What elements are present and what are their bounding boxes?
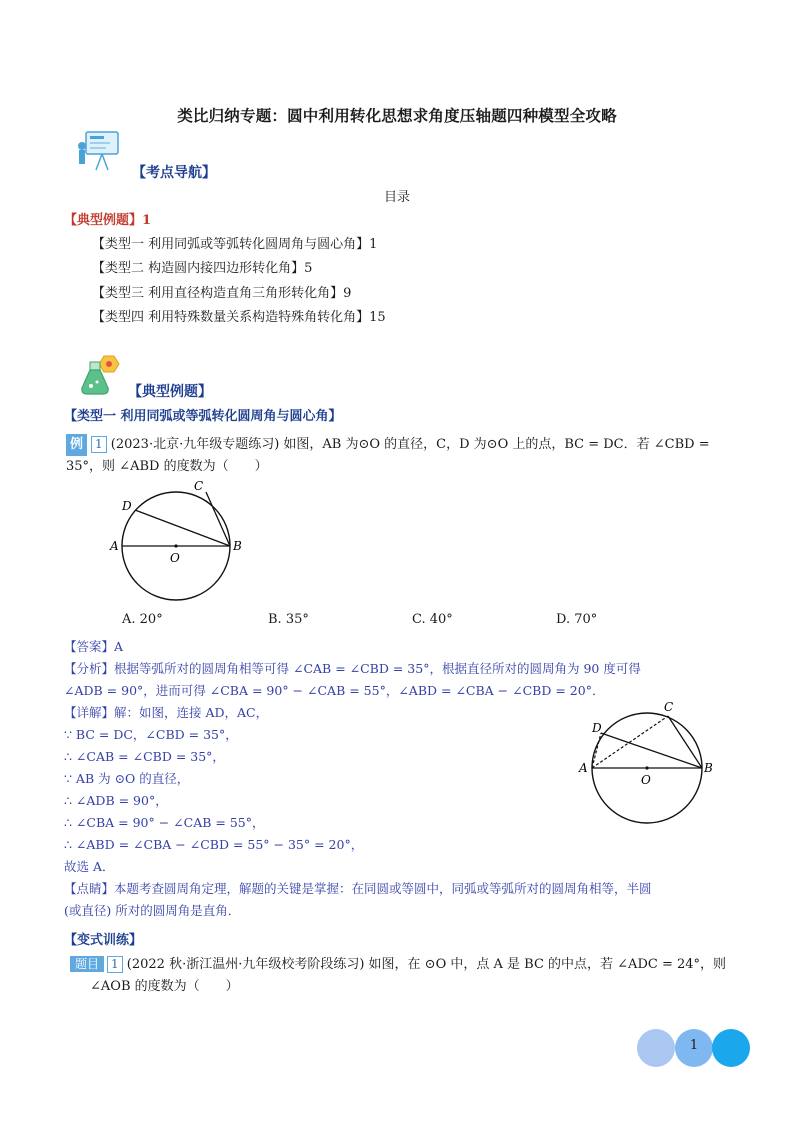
practice-number: 1 (107, 956, 123, 973)
comment-line-2: (或直径) 所对的圆周角是直角． (64, 903, 241, 918)
detail-step-1: 【详解】解：如图，连接 AD，AC， (64, 705, 269, 720)
option-b: B. 35° (268, 612, 309, 627)
example-badge: 例 (66, 434, 87, 456)
variant-heading: 【变式训练】 (64, 933, 143, 948)
toc-item-3[interactable]: 【类型三 利用直径构造直角三角形转化角】9 (92, 286, 352, 301)
practice-1-line-1: (2022 秋·浙江温州·九年级校考阶段练习) 如图，在 ⊙O 中，点 A 是 BC 的中点，若 ∠ADC = 24°，则 (126, 957, 727, 972)
option-a: A. 20° (122, 612, 163, 627)
label-b: B (233, 539, 242, 553)
toc-item-1[interactable]: 【类型一 利用同弧或等弧转化圆周角与圆心角】1 (92, 237, 378, 252)
example-1-question (66, 434, 746, 456)
option-c: C. 40° (412, 612, 453, 627)
label-c: C (664, 700, 674, 714)
analysis-line-2: ∠ADB = 90°，进而可得 ∠CBA = 90° − ∠CAB = 55°，∠ABD = ∠CBA − ∠CBD = 20°． (64, 683, 605, 698)
label-a: A (579, 761, 588, 775)
label-a: A (110, 539, 119, 553)
label-d: D (592, 721, 602, 735)
example-1-line-2: 35°，则 ∠ABD 的度数为（ ） (66, 459, 268, 474)
nav-heading: 【考点导航】 (132, 165, 216, 181)
toc-heading: 目录 (383, 190, 410, 205)
circle-figure-2 (576, 696, 726, 846)
examples-heading: 【典型例题】 (128, 384, 212, 400)
detail-step-3: ∴ ∠CAB = ∠CBD = 35°， (64, 749, 225, 764)
label-o: O (641, 773, 651, 787)
example-number: 1 (91, 436, 107, 453)
detail-step-5: ∴ ∠ADB = 90°， (64, 793, 168, 808)
page-number: 1 (689, 1038, 699, 1053)
label-c: C (194, 479, 204, 493)
practice-1-question (70, 954, 750, 976)
example-1-line-1: (2023·北京·九年级专题练习) 如图，AB 为⊙O 的直径，C，D 为⊙O 上的点，BC = DC．若 ∠CBD = (110, 437, 710, 452)
option-d: D. 70° (556, 612, 598, 627)
toc-main[interactable]: 【典型例题】1 (64, 213, 152, 228)
toc-item-2[interactable]: 【类型二 构造圆内接四边形转化角】5 (92, 261, 313, 276)
detail-step-6: ∴ ∠CBA = 90° − ∠CAB = 55°， (64, 815, 265, 830)
label-o: O (170, 551, 180, 565)
circle-figure-1 (108, 474, 258, 624)
label-b: B (704, 761, 713, 775)
comment-line-1: 【点睛】本题考查圆周角定理，解题的关键是掌握：在同圆或等圆中，同弧或等弧所对的圆周角相等，半圆 (64, 881, 652, 896)
label-d: D (122, 499, 132, 513)
page-title: 类比归纳专题：圆中利用转化思想求角度压轴题四种模型全攻略 (177, 106, 617, 125)
detail-step-8: 故选 A． (64, 859, 115, 874)
flask-icon (78, 352, 124, 398)
toc-item-4[interactable]: 【类型四 利用特殊数量关系构造特殊角转化角】15 (92, 310, 386, 325)
detail-step-4: ∵ AB 为 ⊙O 的直径， (64, 771, 190, 786)
presentation-icon (76, 128, 126, 174)
detail-step-2: ∵ BC = DC，∠CBD = 35°， (64, 727, 238, 742)
practice-badge: 题目 (70, 956, 104, 972)
analysis-line-1: 【分析】根据等弧所对的圆周角相等可得 ∠CAB = ∠CBD = 35°，根据直径所对的圆周角为 90 度可得 (64, 661, 641, 676)
detail-step-7: ∴ ∠ABD = ∠CBA − ∠CBD = 55° − 35° = 20°， (64, 837, 364, 852)
type1-heading: 【类型一 利用同弧或等弧转化圆周角与圆心角】 (64, 409, 342, 424)
answer: 【答案】A (64, 639, 124, 654)
practice-1-line-2: ∠AOB 的度数为（ ） (90, 979, 239, 994)
